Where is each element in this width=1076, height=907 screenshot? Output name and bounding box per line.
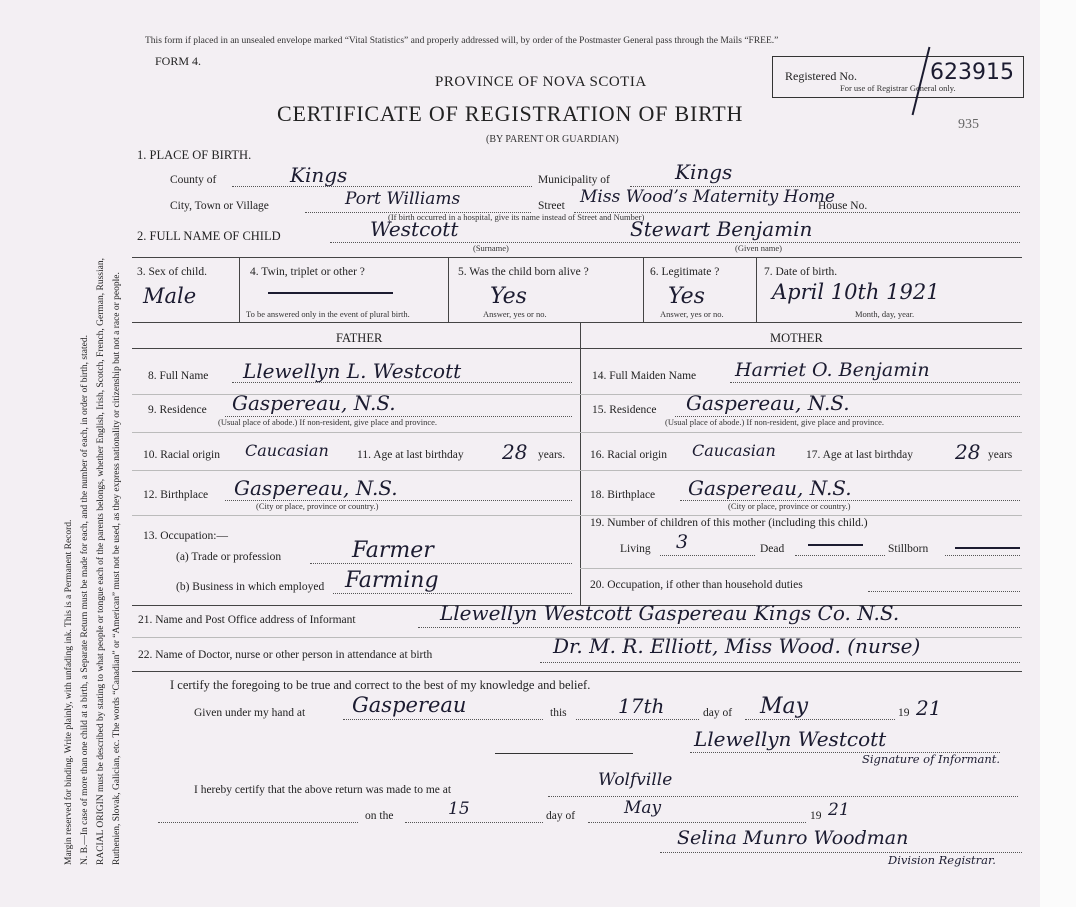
father-age-label: 11. Age at last birthday <box>357 449 464 461</box>
alive-note: Answer, yes or no. <box>483 309 547 319</box>
father-years: years. <box>538 449 566 461</box>
legitimate-label: 6. Legitimate ? <box>650 266 720 278</box>
registrar-year-prefix: 19 <box>810 810 822 822</box>
father-birthplace: Gaspereau, N.S. <box>234 476 398 500</box>
registrar-signature: Selina Munro Woodman <box>677 827 909 849</box>
page-subtitle: (BY PARENT OR GUARDIAN) <box>486 134 619 145</box>
father-heading: FATHER <box>336 331 383 345</box>
alive-value: Yes <box>490 284 527 309</box>
side-note-4: Ruthenien, Slovak, Galician, etc. The words “Canadian” or “American” must not be used, as they express nationality or citizenship but not a race or people. <box>112 272 122 865</box>
registrar-text: I hereby certify that the above return was made to me at <box>194 784 452 796</box>
informant-signature: Llewellyn Westcott <box>694 727 887 751</box>
mother-years: years <box>988 449 1013 461</box>
father-residence-note: (Usual place of abode.) If non-resident, give place and province. <box>218 417 438 427</box>
father-residence: Gaspereau, N.S. <box>232 391 396 415</box>
twin-note: To be answered only in the event of plural birth. <box>246 309 410 319</box>
father-name: Llewellyn L. Westcott <box>243 359 462 383</box>
father-race: Caucasian <box>245 441 329 460</box>
sex-value: Male <box>143 284 197 308</box>
this-label: this <box>550 707 567 719</box>
legitimate-note: Answer, yes or no. <box>660 309 724 319</box>
given-caption: (Given name) <box>735 243 782 253</box>
mother-race: Caucasian <box>692 441 776 460</box>
county-label: County of <box>170 174 217 186</box>
page-title: CERTIFICATE OF REGISTRATION OF BIRTH <box>277 101 744 126</box>
legitimate-value: Yes <box>668 284 705 309</box>
province-title: PROVINCE OF NOVA SCOTIA <box>435 74 647 90</box>
mother-birthplace-note: (City or place, province or country.) <box>728 501 851 511</box>
mother-occupation-label: 20. Occupation, if other than household duties <box>590 579 803 591</box>
signature-caption: Signature of Informant. <box>862 752 1001 766</box>
surname-caption: (Surname) <box>473 243 509 253</box>
municipality-label: Municipality of <box>538 174 610 186</box>
father-trade-label: (a) Trade or profession <box>176 551 282 563</box>
mother-birthplace: Gaspereau, N.S. <box>688 476 852 500</box>
top-notice: This form if placed in an unsealed envelope marked “Vital Statistics” and properly addressed will, by order of the Postmaster General pass through the Mails “FREE.” <box>145 36 779 46</box>
father-race-label: 10. Racial origin <box>143 449 220 461</box>
scan-margin <box>1040 0 1076 907</box>
given-place: Gaspereau <box>352 693 467 717</box>
dob-label: 7. Date of birth. <box>764 266 838 278</box>
dob-note: Month, day, year. <box>855 309 915 319</box>
given-day: 17th <box>618 694 665 718</box>
sex-label: 3. Sex of child. <box>137 266 207 278</box>
father-age: 28 <box>502 440 528 464</box>
hospital-note: (If birth occurred in a hospital, give its name instead of Street and Number) <box>388 212 645 222</box>
given-month: May <box>760 694 809 719</box>
mother-race-label: 16. Racial origin <box>590 449 667 461</box>
county-value: Kings <box>290 163 348 187</box>
doctor-value: Dr. M. R. Elliott, Miss Wood. (nurse) <box>553 634 921 658</box>
city-label: City, Town or Village <box>170 200 269 212</box>
informant-value: Llewellyn Westcott Gaspereau Kings Co. N.S. <box>440 601 900 625</box>
certify-text: I certify the foregoing to be true and correct to the best of my knowledge and belief. <box>170 678 591 692</box>
mother-residence: Gaspereau, N.S. <box>686 391 850 415</box>
father-birthplace-label: 12. Birthplace <box>143 489 209 501</box>
place-of-birth-label: 1. PLACE OF BIRTH. <box>137 148 252 162</box>
registered-note: For use of Registrar General only. <box>840 83 956 93</box>
house-label: House No. <box>818 200 868 212</box>
registrar-place: Wolfville <box>598 770 673 790</box>
dob-value: April 10th 1921 <box>772 280 940 304</box>
corner-mark: 935 <box>958 117 979 132</box>
registrar-month: May <box>624 798 662 818</box>
dead-dash <box>808 544 863 546</box>
twin-label: 4. Twin, triplet or other ? <box>250 266 365 278</box>
dead-label: Dead <box>760 543 785 555</box>
registrar-caption: Division Registrar. <box>888 853 996 867</box>
side-note-2: N. B.—In case of more than one child at a birth, a Separate Return must be made for each, and the number of each, in order of birth, stated. <box>80 335 90 865</box>
mother-residence-note: (Usual place of abode.) If non-resident, give place and province. <box>665 417 885 427</box>
father-name-label: 8. Full Name <box>148 370 209 382</box>
registered-number: 623915 <box>930 60 1014 85</box>
year-prefix: 19 <box>898 707 910 719</box>
registrar-dayof-label: day of <box>546 810 576 822</box>
mother-age: 28 <box>955 440 981 464</box>
city-value: Port Williams <box>345 189 461 209</box>
blank-rule <box>495 753 633 754</box>
father-trade: Farmer <box>352 538 434 563</box>
side-note-3: RACIAL ORIGIN must be described by stating to what people or tongue each of the parents belongs, whether English, Irish, Scotch, French, German, Russian, <box>96 258 106 865</box>
father-business: Farming <box>345 568 439 593</box>
registered-label: Registered No. <box>785 69 857 83</box>
mother-birthplace-label: 18. Birthplace <box>590 489 656 501</box>
living-label: Living <box>620 543 651 555</box>
father-residence-label: 9. Residence <box>148 404 207 416</box>
registrar-year: 21 <box>828 800 850 820</box>
form-number: FORM 4. <box>155 54 202 68</box>
father-birthplace-note: (City or place, province or country.) <box>256 501 379 511</box>
stillborn-label: Stillborn <box>888 543 929 555</box>
children-count-label: 19. Number of children of this mother (including this child.) <box>590 517 868 529</box>
mother-heading: MOTHER <box>770 331 823 345</box>
father-business-label: (b) Business in which employed <box>176 581 325 593</box>
alive-label: 5. Was the child born alive ? <box>458 266 589 278</box>
mother-residence-label: 15. Residence <box>592 404 657 416</box>
registrar-day: 15 <box>448 799 470 819</box>
given-year: 21 <box>916 696 942 720</box>
municipality-value: Kings <box>675 160 733 184</box>
on-label: on the <box>365 810 394 822</box>
doctor-label: 22. Name of Doctor, nurse or other person in attendance at birth <box>138 649 433 661</box>
father-occupation-label: 13. Occupation:— <box>143 530 228 542</box>
twin-dash <box>268 292 393 294</box>
child-given-name: Stewart Benjamin <box>630 217 813 241</box>
street-label: Street <box>538 200 565 212</box>
stillborn-dash <box>955 547 1020 549</box>
mother-age-label: 17. Age at last birthday <box>806 449 913 461</box>
mother-name: Harriet O. Benjamin <box>735 359 930 381</box>
street-value: Miss Wood’s Maternity Home <box>580 187 835 207</box>
child-surname: Westcott <box>370 217 459 241</box>
mother-name-label: 14. Full Maiden Name <box>592 370 697 382</box>
given-label: Given under my hand at <box>194 707 306 719</box>
informant-label: 21. Name and Post Office address of Informant <box>138 614 356 626</box>
living-value: 3 <box>676 531 689 553</box>
side-note-1: Margin reserved for binding. Write plainly, with unfading ink. This is a Permanent Record. <box>64 519 74 865</box>
dayof-label: day of <box>703 707 733 719</box>
child-name-label: 2. FULL NAME OF CHILD <box>137 229 281 243</box>
